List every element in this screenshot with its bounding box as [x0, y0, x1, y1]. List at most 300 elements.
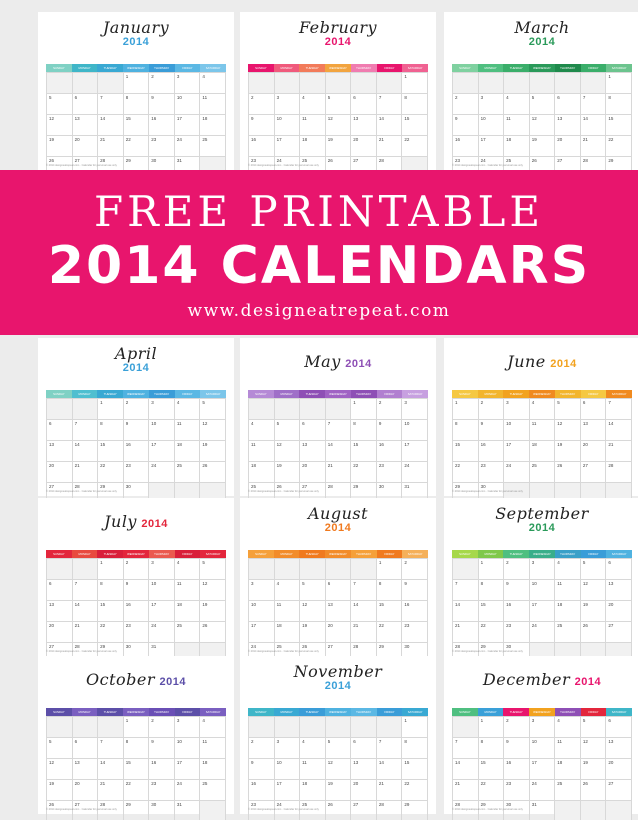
day-cell: 19 — [200, 441, 226, 462]
day-cell: 19 — [581, 601, 607, 622]
year-label: 2014 — [324, 36, 352, 48]
day-cell: 21 — [351, 622, 377, 643]
calendar-footer: © 2014 designeatrepeat.com · Calendar for personal use only — [248, 490, 319, 493]
weekday-header-row — [248, 550, 428, 558]
day-cell: 11 — [175, 580, 201, 601]
day-cell: 24 — [149, 462, 175, 483]
calendar-november — [240, 656, 436, 814]
day-cell: 30 — [377, 483, 403, 504]
weekday-label: TUESDAY — [503, 550, 529, 558]
day-cell: 5 — [275, 420, 301, 441]
day-cell: 1 — [479, 717, 505, 738]
calendar-header — [240, 500, 436, 548]
day-cell: 28 — [453, 801, 479, 820]
weekday-label: MONDAY — [478, 64, 504, 72]
day-cell: 14 — [581, 115, 607, 136]
empty-day-cell — [530, 73, 556, 94]
calendar-april — [38, 338, 234, 496]
day-cell: 12 — [275, 441, 301, 462]
year-label: 2014 — [122, 362, 150, 374]
empty-day-cell — [249, 717, 275, 738]
day-cell: 29 — [98, 643, 124, 664]
day-cell: 11 — [300, 759, 326, 780]
day-cell: 2 — [249, 738, 275, 759]
weekday-header-row — [46, 64, 226, 72]
day-cell: 13 — [555, 115, 581, 136]
day-cell: 23 — [377, 462, 403, 483]
day-cell: 7 — [377, 738, 403, 759]
weekday-label: TUESDAY — [299, 708, 325, 716]
weekday-label: THURSDAY — [555, 64, 581, 72]
day-cell: 21 — [453, 780, 479, 801]
weekday-label: MONDAY — [274, 708, 300, 716]
day-cell: 15 — [124, 759, 150, 780]
day-cell: 7 — [98, 738, 124, 759]
weekday-label: MONDAY — [478, 390, 504, 398]
day-cell: 26 — [200, 622, 226, 643]
weekday-label: SUNDAY — [452, 390, 478, 398]
weekday-label: SATURDAY — [402, 64, 428, 72]
weekday-header-row — [248, 64, 428, 72]
day-cell: 11 — [200, 738, 226, 759]
calendar-footer: © 2014 designeatrepeat.com · Calendar for personal use only — [248, 808, 319, 811]
day-cell: 3 — [402, 399, 428, 420]
weekday-header-row — [248, 390, 428, 398]
weekday-label: WEDNESDAY — [123, 390, 149, 398]
weekday-header-row — [452, 64, 632, 72]
empty-day-cell — [504, 73, 530, 94]
day-cell: 16 — [402, 601, 428, 622]
weekday-label: FRIDAY — [377, 708, 403, 716]
banner-line-2: 2014 CALENDARS — [47, 236, 591, 296]
calendar-header — [240, 658, 436, 706]
day-cell: 25 — [175, 462, 201, 483]
day-cell: 6 — [351, 94, 377, 115]
day-cell: 27 — [606, 780, 632, 801]
weekday-label: SATURDAY — [402, 708, 428, 716]
weekday-label: MONDAY — [478, 708, 504, 716]
empty-day-cell — [300, 399, 326, 420]
month-grid — [46, 390, 226, 504]
day-cell: 19 — [555, 441, 581, 462]
day-cell: 13 — [351, 759, 377, 780]
day-cell: 1 — [124, 73, 150, 94]
calendar-footer: © 2014 designeatrepeat.com · Calendar for personal use only — [248, 164, 319, 167]
calendar-header — [38, 658, 234, 706]
weekday-label: SATURDAY — [200, 390, 226, 398]
day-cell: 30 — [402, 643, 428, 664]
day-cell: 1 — [98, 399, 124, 420]
day-cell: 5 — [326, 94, 352, 115]
day-cell: 19 — [326, 136, 352, 157]
calendar-september — [444, 498, 638, 656]
empty-day-cell — [326, 399, 352, 420]
day-cell: 4 — [555, 559, 581, 580]
weekday-label: SUNDAY — [248, 64, 274, 72]
day-cell: 19 — [275, 462, 301, 483]
empty-day-cell — [606, 801, 632, 820]
title-banner — [0, 170, 638, 335]
day-cell: 11 — [530, 420, 556, 441]
day-cell: 1 — [606, 73, 632, 94]
month-grid — [46, 64, 226, 178]
banner-line-1: FREE PRINTABLE — [93, 187, 545, 236]
day-cell: 9 — [377, 420, 403, 441]
weekday-label: FRIDAY — [175, 64, 201, 72]
day-cell: 8 — [402, 94, 428, 115]
day-cell: 10 — [175, 738, 201, 759]
month-name: April — [114, 344, 158, 363]
day-cell: 5 — [200, 559, 226, 580]
day-cell: 16 — [149, 759, 175, 780]
day-cell: 9 — [124, 580, 150, 601]
weekday-label: FRIDAY — [581, 390, 607, 398]
day-cell: 1 — [479, 559, 505, 580]
year-label: 2014 — [324, 522, 352, 534]
day-cells — [452, 558, 632, 664]
year-label: 2014 — [122, 36, 150, 48]
calendar-header — [240, 340, 436, 388]
day-cell: 11 — [555, 580, 581, 601]
day-cell: 20 — [73, 136, 99, 157]
day-cell: 8 — [377, 580, 403, 601]
banner-url[interactable]: www.designeatrepeat.com — [187, 301, 451, 321]
day-cell: 3 — [530, 717, 556, 738]
empty-day-cell — [47, 399, 73, 420]
month-grid — [452, 708, 632, 820]
day-cell: 7 — [453, 738, 479, 759]
day-cell: 4 — [300, 94, 326, 115]
day-cell: 15 — [479, 759, 505, 780]
weekday-label: THURSDAY — [149, 390, 175, 398]
day-cell: 19 — [530, 136, 556, 157]
day-cell: 4 — [555, 717, 581, 738]
day-cell: 15 — [377, 601, 403, 622]
weekday-label: WEDNESDAY — [529, 64, 555, 72]
weekday-label: THURSDAY — [149, 64, 175, 72]
day-cell: 25 — [530, 462, 556, 483]
empty-day-cell — [351, 717, 377, 738]
weekday-label: MONDAY — [274, 64, 300, 72]
day-cell: 22 — [351, 462, 377, 483]
day-cell: 19 — [47, 780, 73, 801]
empty-day-cell — [275, 399, 301, 420]
year-label: 2014 — [574, 676, 602, 688]
day-cell: 6 — [73, 94, 99, 115]
day-cell: 3 — [149, 399, 175, 420]
month-grid — [46, 708, 226, 820]
day-cell: 25 — [504, 157, 530, 178]
weekday-label: TUESDAY — [503, 64, 529, 72]
day-cell: 18 — [249, 462, 275, 483]
month-grid — [46, 550, 226, 664]
calendar-header — [38, 500, 234, 548]
day-cell: 6 — [47, 420, 73, 441]
day-cell: 12 — [530, 115, 556, 136]
weekday-label: SUNDAY — [452, 64, 478, 72]
day-cells — [452, 716, 632, 820]
day-cell: 24 — [504, 462, 530, 483]
day-cell: 22 — [124, 136, 150, 157]
weekday-label: SUNDAY — [248, 708, 274, 716]
calendar-header — [38, 340, 234, 388]
empty-day-cell — [326, 559, 352, 580]
day-cell: 21 — [326, 462, 352, 483]
day-cell: 1 — [453, 399, 479, 420]
day-cell: 11 — [555, 738, 581, 759]
weekday-label: MONDAY — [478, 550, 504, 558]
day-cell: 23 — [124, 462, 150, 483]
day-cell: 2 — [149, 717, 175, 738]
day-cell: 7 — [606, 399, 632, 420]
day-cell: 17 — [249, 622, 275, 643]
calendar-footer: © 2014 designeatrepeat.com · Calendar for personal use only — [248, 650, 319, 653]
month-name: August — [307, 504, 369, 523]
calendar-header — [444, 500, 638, 548]
day-cell: 8 — [124, 94, 150, 115]
day-cell: 6 — [555, 94, 581, 115]
month-name: May — [304, 352, 341, 371]
day-cell: 13 — [300, 441, 326, 462]
day-cell: 4 — [175, 399, 201, 420]
calendar-header — [444, 14, 638, 62]
day-cells — [452, 398, 632, 504]
day-cell: 13 — [73, 115, 99, 136]
day-cell: 14 — [377, 115, 403, 136]
day-cell: 15 — [402, 115, 428, 136]
day-cell: 14 — [98, 759, 124, 780]
day-cell: 31 — [530, 801, 556, 820]
day-cell: 20 — [73, 780, 99, 801]
month-grid — [248, 550, 428, 664]
day-cell: 27 — [73, 157, 99, 178]
month-name: February — [298, 18, 378, 37]
day-cell: 22 — [124, 780, 150, 801]
day-cell: 15 — [98, 441, 124, 462]
day-cell: 8 — [606, 94, 632, 115]
day-cell: 24 — [149, 622, 175, 643]
day-cell: 2 — [479, 399, 505, 420]
day-cell: 29 — [124, 157, 150, 178]
day-cell: 7 — [98, 94, 124, 115]
day-cells — [452, 72, 632, 178]
day-cells — [248, 716, 428, 820]
day-cell: 5 — [530, 94, 556, 115]
day-cell: 28 — [351, 643, 377, 664]
day-cell: 8 — [453, 420, 479, 441]
day-cell: 12 — [200, 420, 226, 441]
weekday-label: SATURDAY — [402, 550, 428, 558]
weekday-label: SATURDAY — [606, 550, 632, 558]
day-cell: 16 — [124, 441, 150, 462]
day-cell: 29 — [479, 643, 505, 664]
day-cell: 20 — [300, 462, 326, 483]
day-cell: 14 — [453, 759, 479, 780]
weekday-label: SUNDAY — [452, 550, 478, 558]
day-cell: 2 — [504, 717, 530, 738]
day-cell: 27 — [351, 157, 377, 178]
day-cell: 8 — [402, 738, 428, 759]
day-cell: 5 — [47, 738, 73, 759]
day-cell: 1 — [351, 399, 377, 420]
empty-day-cell — [326, 717, 352, 738]
day-cell: 25 — [175, 622, 201, 643]
day-cell: 22 — [98, 622, 124, 643]
weekday-header-row — [452, 390, 632, 398]
day-cell: 3 — [530, 559, 556, 580]
day-cell: 26 — [47, 157, 73, 178]
day-cell: 20 — [47, 462, 73, 483]
day-cell: 4 — [200, 717, 226, 738]
calendar-footer: © 2014 designeatrepeat.com · Calendar for personal use only — [452, 808, 523, 811]
day-cell: 20 — [606, 759, 632, 780]
month-grid — [452, 550, 632, 664]
day-cell: 10 — [402, 420, 428, 441]
weekday-label: SATURDAY — [402, 390, 428, 398]
day-cell: 18 — [200, 759, 226, 780]
day-cell: 14 — [351, 601, 377, 622]
weekday-label: MONDAY — [72, 64, 98, 72]
day-cell: 29 — [377, 643, 403, 664]
day-cell: 18 — [555, 759, 581, 780]
day-cell: 10 — [479, 115, 505, 136]
weekday-label: FRIDAY — [175, 708, 201, 716]
day-cell: 27 — [47, 483, 73, 504]
weekday-label: SATURDAY — [200, 708, 226, 716]
day-cell: 31 — [149, 643, 175, 664]
day-cell: 15 — [402, 759, 428, 780]
weekday-label: SATURDAY — [200, 64, 226, 72]
day-cell: 5 — [200, 399, 226, 420]
day-cell: 14 — [73, 441, 99, 462]
month-name: June — [507, 352, 546, 371]
day-cell: 9 — [149, 94, 175, 115]
year-label: 2014 — [324, 680, 352, 692]
day-cell: 27 — [326, 643, 352, 664]
weekday-label: MONDAY — [274, 550, 300, 558]
day-cell: 29 — [453, 483, 479, 504]
weekday-label: SUNDAY — [46, 708, 72, 716]
month-grid — [452, 64, 632, 178]
day-cell: 21 — [453, 622, 479, 643]
day-cell: 2 — [402, 559, 428, 580]
day-cell: 17 — [402, 441, 428, 462]
day-cell: 7 — [581, 94, 607, 115]
day-cell: 9 — [504, 738, 530, 759]
day-cell: 7 — [73, 420, 99, 441]
day-cell: 8 — [124, 738, 150, 759]
day-cell: 28 — [606, 462, 632, 483]
day-cell: 5 — [300, 580, 326, 601]
day-cell: 22 — [453, 462, 479, 483]
empty-day-cell — [73, 399, 99, 420]
day-cell: 10 — [530, 580, 556, 601]
day-cell: 27 — [47, 643, 73, 664]
month-grid — [248, 64, 428, 178]
weekday-label: FRIDAY — [581, 708, 607, 716]
empty-day-cell — [200, 801, 226, 820]
day-cell: 9 — [453, 115, 479, 136]
day-cell: 6 — [351, 738, 377, 759]
day-cell: 11 — [504, 115, 530, 136]
day-cell: 29 — [98, 483, 124, 504]
day-cell: 3 — [275, 94, 301, 115]
day-cell: 23 — [453, 157, 479, 178]
day-cell: 24 — [175, 780, 201, 801]
weekday-label: FRIDAY — [377, 64, 403, 72]
day-cell: 30 — [124, 483, 150, 504]
weekday-label: MONDAY — [72, 708, 98, 716]
day-cell: 28 — [581, 157, 607, 178]
weekday-label: SATURDAY — [606, 708, 632, 716]
day-cell: 23 — [479, 462, 505, 483]
day-cell: 7 — [453, 580, 479, 601]
day-cell: 21 — [73, 622, 99, 643]
month-name: December — [482, 670, 571, 689]
day-cell: 10 — [149, 420, 175, 441]
year-label: 2014 — [141, 518, 168, 530]
day-cell: 23 — [249, 157, 275, 178]
day-cell: 10 — [275, 115, 301, 136]
day-cell: 3 — [175, 717, 201, 738]
day-cell: 21 — [98, 136, 124, 157]
weekday-header-row — [46, 390, 226, 398]
empty-day-cell — [47, 73, 73, 94]
month-name: January — [102, 18, 170, 37]
weekday-label: MONDAY — [274, 390, 300, 398]
day-cell: 11 — [175, 420, 201, 441]
weekday-label: TUESDAY — [503, 390, 529, 398]
day-cell: 16 — [249, 780, 275, 801]
day-cell: 13 — [581, 420, 607, 441]
calendar-footer: © 2014 designeatrepeat.com · Calendar for personal use only — [46, 164, 117, 167]
day-cell: 6 — [326, 580, 352, 601]
day-cell: 4 — [300, 738, 326, 759]
day-cell: 26 — [300, 643, 326, 664]
day-cell: 5 — [47, 94, 73, 115]
day-cell: 23 — [504, 780, 530, 801]
weekday-label: FRIDAY — [377, 390, 403, 398]
day-cell: 22 — [402, 136, 428, 157]
day-cell: 1 — [124, 717, 150, 738]
day-cell: 10 — [530, 738, 556, 759]
day-cell: 15 — [351, 441, 377, 462]
weekday-header-row — [46, 708, 226, 716]
day-cell: 1 — [402, 717, 428, 738]
year-label: 2014 — [528, 522, 556, 534]
day-cell: 12 — [581, 738, 607, 759]
empty-day-cell — [581, 73, 607, 94]
day-cell: 8 — [351, 420, 377, 441]
day-cell: 15 — [479, 601, 505, 622]
day-cell: 12 — [581, 580, 607, 601]
day-cell: 21 — [581, 136, 607, 157]
month-grid — [452, 390, 632, 504]
empty-day-cell — [275, 559, 301, 580]
day-cell: 6 — [73, 738, 99, 759]
day-cell: 18 — [530, 441, 556, 462]
day-cell: 18 — [504, 136, 530, 157]
day-cell: 23 — [124, 622, 150, 643]
year-label: 2014 — [159, 676, 186, 688]
day-cell: 31 — [175, 801, 201, 820]
weekday-label: SUNDAY — [452, 708, 478, 716]
day-cells — [248, 558, 428, 664]
day-cell: 11 — [200, 94, 226, 115]
day-cell: 24 — [402, 462, 428, 483]
day-cell: 16 — [149, 115, 175, 136]
weekday-label: WEDNESDAY — [325, 64, 351, 72]
